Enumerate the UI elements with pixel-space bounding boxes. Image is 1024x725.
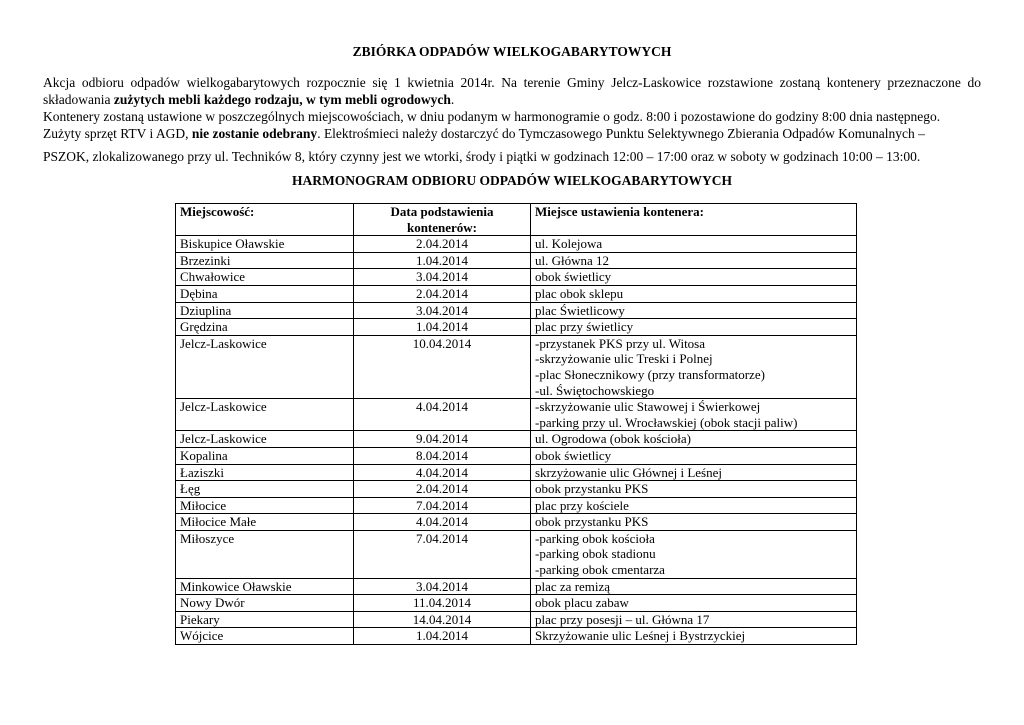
table-row: [176, 399, 857, 431]
cell-date: 1.04.2014: [354, 628, 531, 645]
location-line: -parking obok cmentarza: [535, 562, 665, 578]
cell-date: 3.04.2014: [354, 302, 531, 319]
cell-location: [531, 578, 857, 595]
intro-paragraph-4: PSZOK, zlokalizowanego przy ul. Techników 8, który czynny jest we wtorki, środy i piątki w godzinach 12:00 – 17:00 oraz w soboty w godzinach 10:00 – 13:00.: [43, 149, 921, 164]
cell-date: 4.04.2014: [354, 464, 531, 481]
intro-paragraph-2: Kontenery zostaną ustawione w poszczególnych miejscowościach, w dniu podanym w harmonogramie o godz. 8:00 i pozostawione do godziny 8:00 dnia następnego.: [43, 109, 941, 124]
table-row: [176, 481, 857, 498]
cell-date: 3.04.2014: [354, 578, 531, 595]
location-line: plac przy kościele: [535, 497, 629, 513]
cell-place: Miłocice Małe: [176, 514, 354, 531]
table-header-row: [176, 204, 857, 236]
location-line: -parking przy ul. Wrocławskiej (obok stacji paliw): [535, 414, 798, 430]
location-line: obok świetlicy: [535, 447, 612, 463]
cell-place: Nowy Dwór: [176, 595, 354, 612]
cell-date: 14.04.2014: [354, 611, 531, 628]
location-line: -przystanek PKS przy ul. Witosa: [535, 335, 706, 351]
cell-location: [531, 285, 857, 302]
cell-place: Dębina: [176, 285, 354, 302]
page-title: ZBIÓRKA ODPADÓW WIELKOGABARYTOWYCH: [352, 44, 672, 59]
cell-location: [531, 530, 857, 578]
cell-location: [531, 464, 857, 481]
location-line: -skrzyżowanie ulic Treski i Polnej: [535, 351, 713, 367]
location-line: ul. Główna 12: [535, 252, 610, 268]
cell-place: Jelcz-Laskowice: [176, 335, 354, 398]
cell-place: Kopalina: [176, 447, 354, 464]
table-row: [176, 319, 857, 336]
cell-location: [531, 319, 857, 336]
location-line: plac Świetlicowy: [535, 302, 625, 318]
location-line: ul. Kolejowa: [535, 236, 603, 252]
cell-place: Chwałowice: [176, 269, 354, 286]
cell-date: 1.04.2014: [354, 252, 531, 269]
cell-place: Jelcz-Laskowice: [176, 399, 354, 431]
location-line: -skrzyżowanie ulic Stawowej i Świerkowej: [535, 399, 761, 415]
cell-location: [531, 399, 857, 431]
location-line: -parking obok kościoła: [535, 530, 655, 546]
cell-location: [531, 236, 857, 253]
cell-location: [531, 595, 857, 612]
cell-date: 7.04.2014: [354, 497, 531, 514]
intro-paragraph-3: [43, 125, 981, 142]
intro-p1-bold: zużytych mebli każdego rodzaju, w tym mebli ogrodowych: [113, 92, 451, 107]
location-line: obok placu zabaw: [535, 595, 629, 611]
intro-text: [43, 74, 981, 165]
cell-place: Miłocice: [176, 497, 354, 514]
cell-location: [531, 611, 857, 628]
cell-place: Brzezinki: [176, 252, 354, 269]
cell-date: 11.04.2014: [354, 595, 531, 612]
intro-p1-text: Akcja odbioru odpadów wielkogabarytowych rozpocznie się 1 kwietnia 2014r. Na terenie Gminy Jelcz-Laskowice rozstawione zostaną kontenery przeznaczone do składowania: [43, 75, 981, 107]
table-row: [176, 514, 857, 531]
table-row: [176, 611, 857, 628]
cell-location: [531, 514, 857, 531]
table-row: [176, 447, 857, 464]
location-line: -parking obok stadionu: [535, 546, 656, 562]
cell-location: [531, 628, 857, 645]
cell-date: 7.04.2014: [354, 530, 531, 578]
table-row: [176, 236, 857, 253]
table-row: [176, 628, 857, 645]
location-line: -plac Słonecznikowy (przy transformatorze): [535, 366, 765, 382]
location-line: obok przystanku PKS: [535, 481, 649, 497]
schedule-title: HARMONOGRAM ODBIORU ODPADÓW WIELKOGABARYTOWYCH: [292, 173, 732, 188]
cell-date: 2.04.2014: [354, 285, 531, 302]
cell-place: Minkowice Oławskie: [176, 578, 354, 595]
table-row: [176, 269, 857, 286]
location-line: plac obok sklepu: [535, 285, 624, 301]
header-place: Miejscowość:: [176, 204, 354, 236]
table-row: [176, 578, 857, 595]
cell-date: 4.04.2014: [354, 399, 531, 431]
location-line: plac za remizą: [535, 578, 611, 594]
cell-place: Jelcz-Laskowice: [176, 431, 354, 448]
table-row: [176, 285, 857, 302]
cell-location: [531, 269, 857, 286]
cell-location: [531, 497, 857, 514]
intro-p3-end: . Elektrośmieci należy dostarczyć do Tymczasowego Punktu Selektywnego Zbierania Odpadów Komunalnych –: [317, 126, 925, 141]
table-row: [176, 335, 857, 398]
intro-p3-bold: nie zostanie odebrany: [191, 126, 318, 141]
cell-location: [531, 252, 857, 269]
cell-date: 8.04.2014: [354, 447, 531, 464]
location-line: skrzyżowanie ulic Głównej i Leśnej: [535, 464, 722, 480]
location-line: plac przy świetlicy: [535, 319, 634, 335]
table-row: [176, 302, 857, 319]
cell-place: Wójcice: [176, 628, 354, 645]
cell-place: Łaziszki: [176, 464, 354, 481]
header-date: Data podstawienia kontenerów:: [354, 204, 531, 236]
header-location: Miejsce ustawienia kontenera:: [531, 204, 857, 236]
table-row: [176, 464, 857, 481]
cell-location: [531, 431, 857, 448]
table-row: [176, 431, 857, 448]
table-row: [176, 595, 857, 612]
cell-date: 2.04.2014: [354, 481, 531, 498]
table-row: [176, 530, 857, 578]
cell-place: Grędzina: [176, 319, 354, 336]
cell-place: Dziuplina: [176, 302, 354, 319]
cell-place: Biskupice Oławskie: [176, 236, 354, 253]
location-line: -ul. Świętochowskiego: [535, 382, 655, 398]
cell-place: Łęg: [176, 481, 354, 498]
cell-location: [531, 302, 857, 319]
cell-date: 9.04.2014: [354, 431, 531, 448]
table-row: [176, 252, 857, 269]
intro-p1-end: .: [450, 92, 455, 107]
cell-date: 10.04.2014: [354, 335, 531, 398]
cell-place: Miłoszyce: [176, 530, 354, 578]
location-line: obok przystanku PKS: [535, 514, 649, 530]
intro-paragraph-1: [43, 74, 981, 108]
intro-p3-text: Zużyty sprzęt RTV i AGD,: [43, 126, 192, 141]
cell-place: Piekary: [176, 611, 354, 628]
cell-date: 2.04.2014: [354, 236, 531, 253]
schedule-body: [176, 236, 857, 645]
cell-date: 3.04.2014: [354, 269, 531, 286]
location-line: ul. Ogrodowa (obok kościoła): [535, 431, 691, 447]
cell-location: [531, 481, 857, 498]
schedule-table: [175, 203, 857, 645]
cell-location: [531, 335, 857, 398]
cell-location: [531, 447, 857, 464]
cell-date: 1.04.2014: [354, 319, 531, 336]
cell-date: 4.04.2014: [354, 514, 531, 531]
location-line: plac przy posesji – ul. Główna 17: [535, 611, 710, 627]
table-row: [176, 497, 857, 514]
location-line: Skrzyżowanie ulic Leśnej i Bystrzyckiej: [535, 628, 746, 644]
location-line: obok świetlicy: [535, 269, 612, 285]
